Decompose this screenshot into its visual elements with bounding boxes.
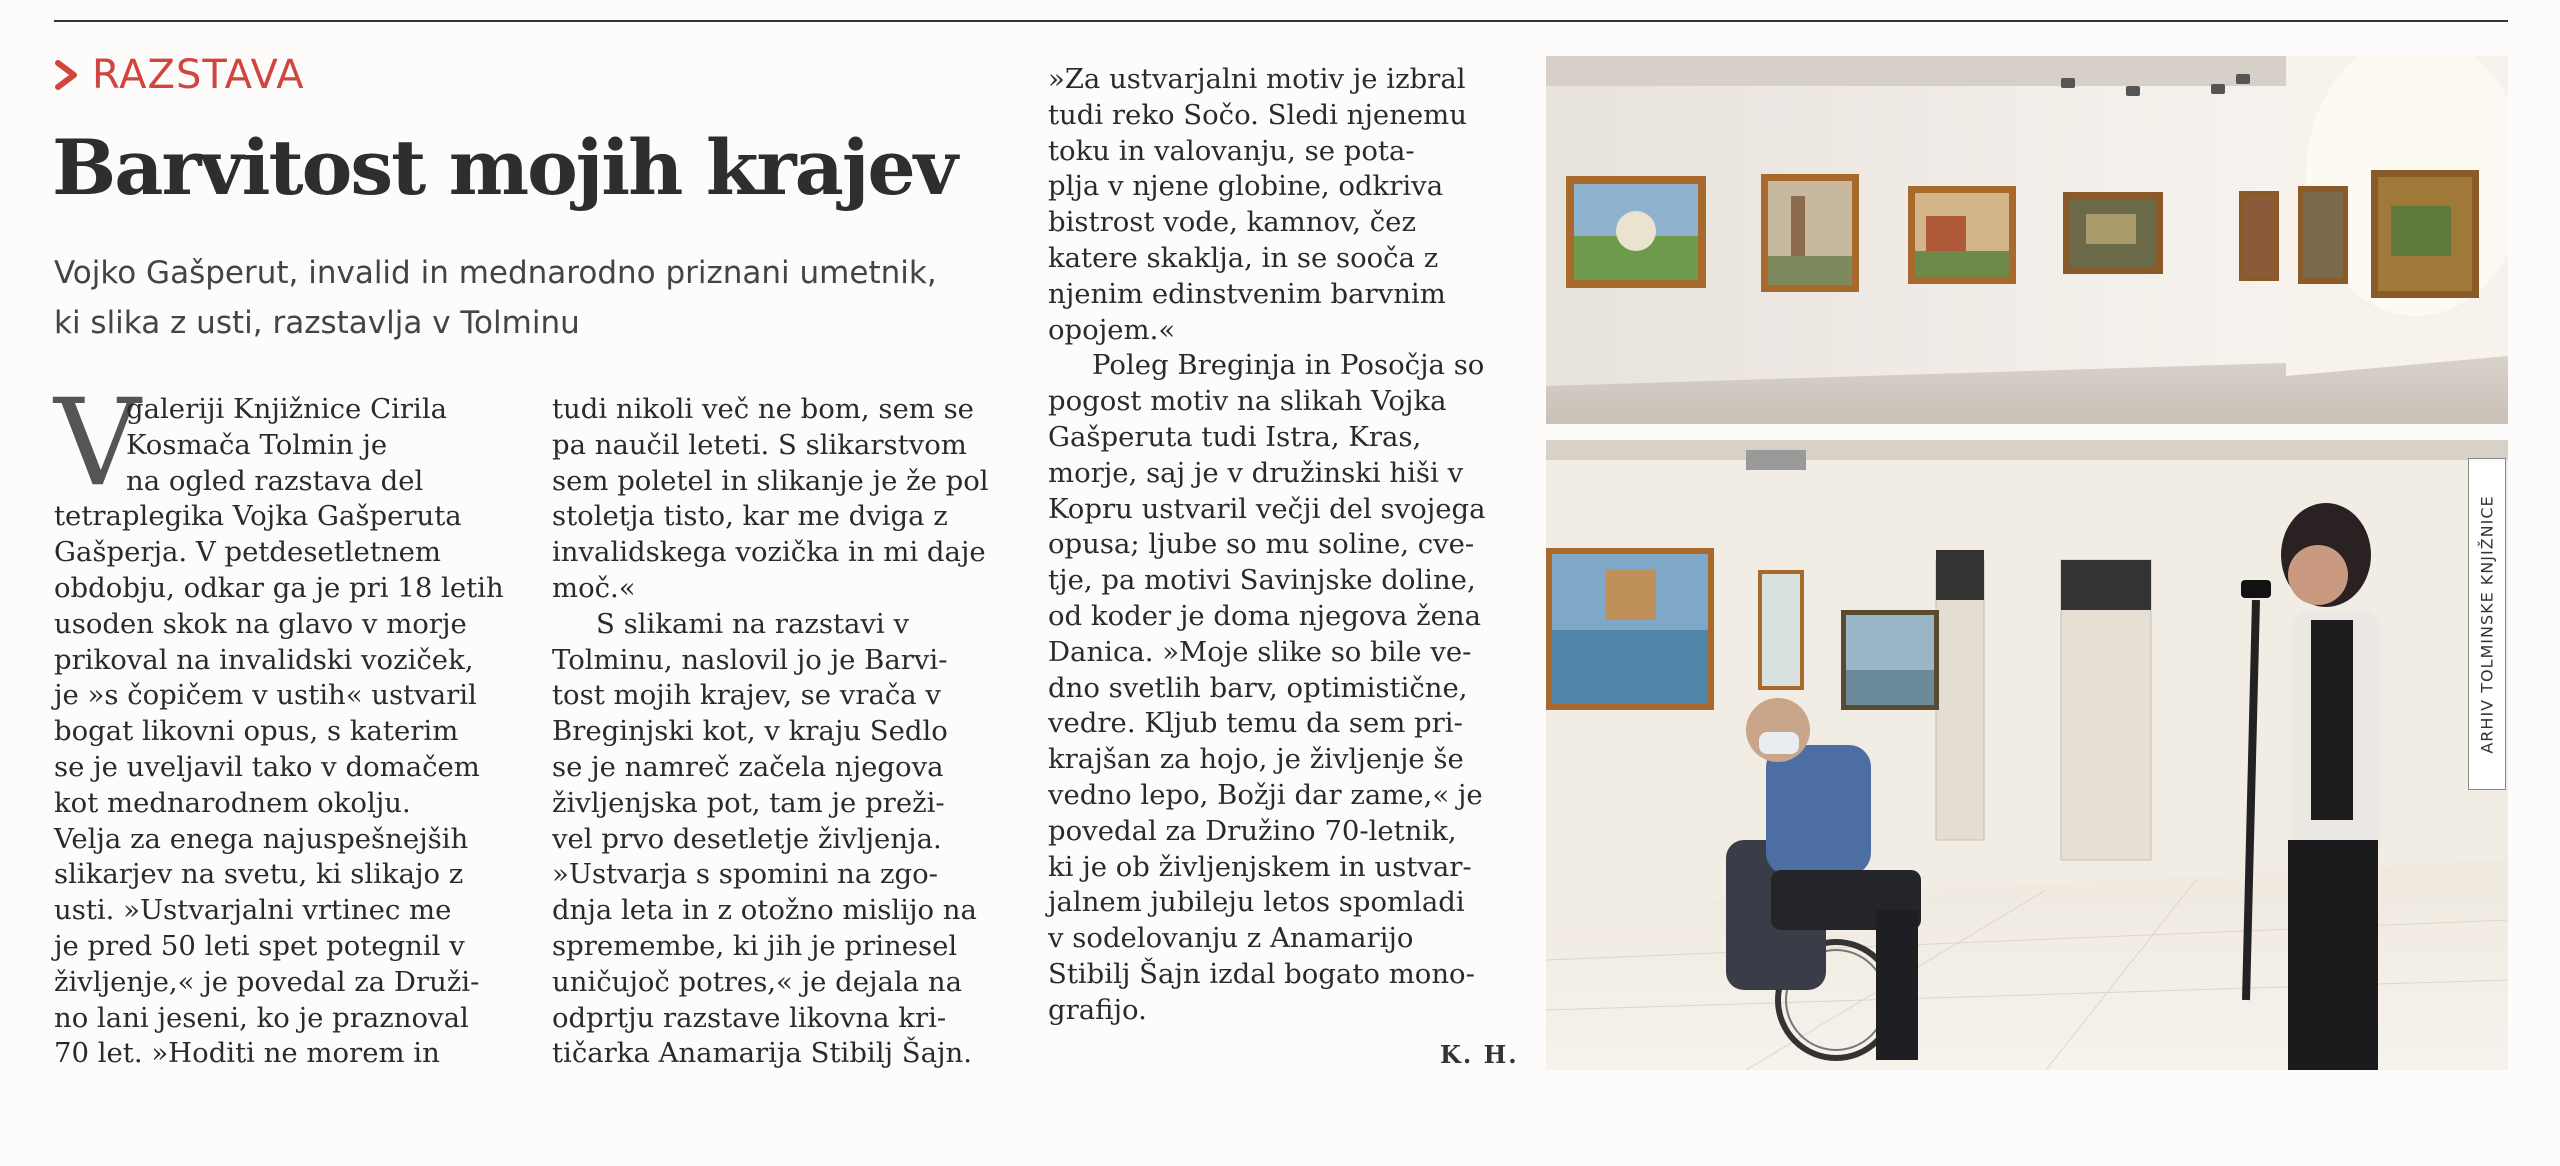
gallery-photo-bottom xyxy=(1546,440,2508,1070)
top-rule xyxy=(54,20,2508,22)
text-line: pogost motiv na slikah Vojka xyxy=(1048,385,1447,418)
text-line: tičarka Anamarija Stibilj Šajn. xyxy=(552,1037,972,1070)
text-line: 70 let. »Hoditi ne morem in xyxy=(54,1037,440,1070)
text-line: Kopru ustvaril večji del svojega xyxy=(1048,492,1486,525)
text-line: stoletja tisto, kar me dviga z xyxy=(552,500,948,533)
text-line: tudi nikoli več ne bom, sem se xyxy=(552,393,974,425)
text-line: Gašperja. V petdesetletnem xyxy=(54,536,441,569)
lead-paragraph xyxy=(54,248,994,348)
text-line: Velja za enega najuspešnejših xyxy=(54,822,469,855)
text-line: opusa; ljube so mu soline, cve- xyxy=(1048,528,1475,561)
text-line: tost mojih krajev, se vrača v xyxy=(552,679,941,712)
text-line: galeriji Knjižnice Cirila xyxy=(126,393,448,425)
text-line: morje, saj je v družinski hiši v xyxy=(1048,456,1464,489)
text-line: plja v njene globine, odkriva xyxy=(1048,170,1444,203)
text-line: vel prvo desetletje življenja. xyxy=(552,822,942,855)
text-line: opojem.« xyxy=(1048,313,1176,346)
text-line: no lani jeseni, ko je praznoval xyxy=(54,1001,469,1034)
text-line: invalidskega vozička in mi daje xyxy=(552,536,986,569)
section-kicker xyxy=(54,52,305,98)
text-line: Breginjski kot, v kraju Sedlo xyxy=(552,715,948,748)
text-line: uničujoč potres,« je dejala na xyxy=(552,965,962,998)
text-line: kot mednarodnem okolju. xyxy=(54,786,411,819)
text-line: njenim edinstvenim barvnim xyxy=(1048,277,1446,310)
text-line: krajšan za hojo, je življenje še xyxy=(1048,743,1464,776)
byline: K. H. xyxy=(1440,1040,1519,1069)
opening-event-image xyxy=(1546,440,2508,1070)
text-line: dno svetlih barv, optimistične, xyxy=(1048,671,1468,704)
text-line: usti. »Ustvarjalni vrtinec me xyxy=(54,894,452,927)
text-line: življenje,« je povedal za Druži- xyxy=(54,965,480,998)
text-line: bistrost vode, kamnov, čez xyxy=(1048,206,1416,239)
gallery-wall-image xyxy=(1546,56,2508,424)
photo-credit-text: ARHIV TOLMINSKE KNJIŽNICE xyxy=(2477,494,2497,754)
text-line: se je namreč začela njegova xyxy=(552,750,944,783)
headline: Barvitost mojih krajev xyxy=(52,123,956,212)
text-line: grafijo. xyxy=(1048,993,1147,1026)
text-line: tetraplegika Vojka Gašperuta xyxy=(54,500,462,533)
photo-credit xyxy=(2468,458,2506,790)
article-column-2 xyxy=(552,392,1022,1072)
chevron-right-icon xyxy=(54,60,80,90)
article-column-1 xyxy=(54,392,524,1072)
text-line: S slikami na razstavi v xyxy=(596,607,910,640)
text-line: Tolminu, naslovil jo je Barvi- xyxy=(552,643,948,676)
text-line: jalnem jubileju letos spomladi xyxy=(1048,886,1465,919)
text-line: Stibilj Šajn izdal bogato mono- xyxy=(1048,957,1475,990)
text-line: tje, pa motivi Savinjske doline, xyxy=(1048,564,1476,597)
dropcap: V xyxy=(54,374,141,513)
text-line: toku in valovanju, se pota- xyxy=(1048,134,1415,167)
text-line: »Ustvarja s spomini na zgo- xyxy=(552,858,938,891)
text-line: se je uveljavil tako v domačem xyxy=(54,750,480,783)
text-line: Gašperuta tudi Istra, Kras, xyxy=(1048,420,1422,453)
text-line: odprtju razstave likovna kri- xyxy=(552,1001,947,1034)
text-line: dnja leta in z otožno mislijo na xyxy=(552,894,977,927)
text-line: spremembe, ki jih je prinesel xyxy=(552,929,958,962)
text-line: na ogled razstava del xyxy=(126,464,424,497)
text-line: slikarjev na svetu, ki slikajo z xyxy=(54,858,464,891)
text-line: v sodelovanju z Anamarijo xyxy=(1048,922,1414,955)
text-line: je pred 50 leti spet potegnil v xyxy=(54,929,465,962)
text-line: Kosmača Tolmin je xyxy=(126,428,388,461)
text-line: vedre. Kljub temu da sem pri- xyxy=(1048,707,1463,740)
text-line: katere skaklja, in se sooča z xyxy=(1048,241,1439,274)
text-line: življenjska pot, tam je preži- xyxy=(552,786,945,819)
text-line: pa naučil leteti. S slikarstvom xyxy=(552,428,967,461)
text-line: tudi reko Sočo. Sledi njenemu xyxy=(1048,98,1467,131)
text-line: Danica. »Moje slike so bile ve- xyxy=(1048,635,1472,668)
text-line: prikoval na invalidski voziček, xyxy=(54,643,474,676)
text-line: ki je ob življenjskem in ustvar- xyxy=(1048,850,1472,883)
gallery-photo-top xyxy=(1546,56,2508,424)
text-line: obdobju, odkar ga je pri 18 letih xyxy=(54,571,504,604)
text-line: povedal za Družino 70-letnik, xyxy=(1048,814,1457,847)
text-line: vedno lepo, Božji dar zame,« je xyxy=(1048,778,1483,811)
text-line: je »s čopičem v ustih« ustvaril xyxy=(54,679,477,712)
text-line: Poleg Breginja in Posočja so xyxy=(1092,349,1485,382)
lead-line: Vojko Gašperut, invalid in mednarodno priznani umetnik, xyxy=(54,255,937,291)
text-line: od koder je doma njegova žena xyxy=(1048,599,1482,632)
text-line: »Za ustvarjalni motiv je izbral xyxy=(1048,63,1466,95)
lead-line: ki slika z usti, razstavlja v Tolminu xyxy=(54,305,580,341)
text-line: sem poletel in slikanje je že pol xyxy=(552,464,989,497)
text-line: moč.« xyxy=(552,571,636,604)
text-line: bogat likovni opus, s katerim xyxy=(54,715,459,748)
text-line: usoden skok na glavo v morje xyxy=(54,607,467,640)
article-column-3 xyxy=(1048,62,1518,1029)
section-label: RAZSTAVA xyxy=(92,52,305,98)
